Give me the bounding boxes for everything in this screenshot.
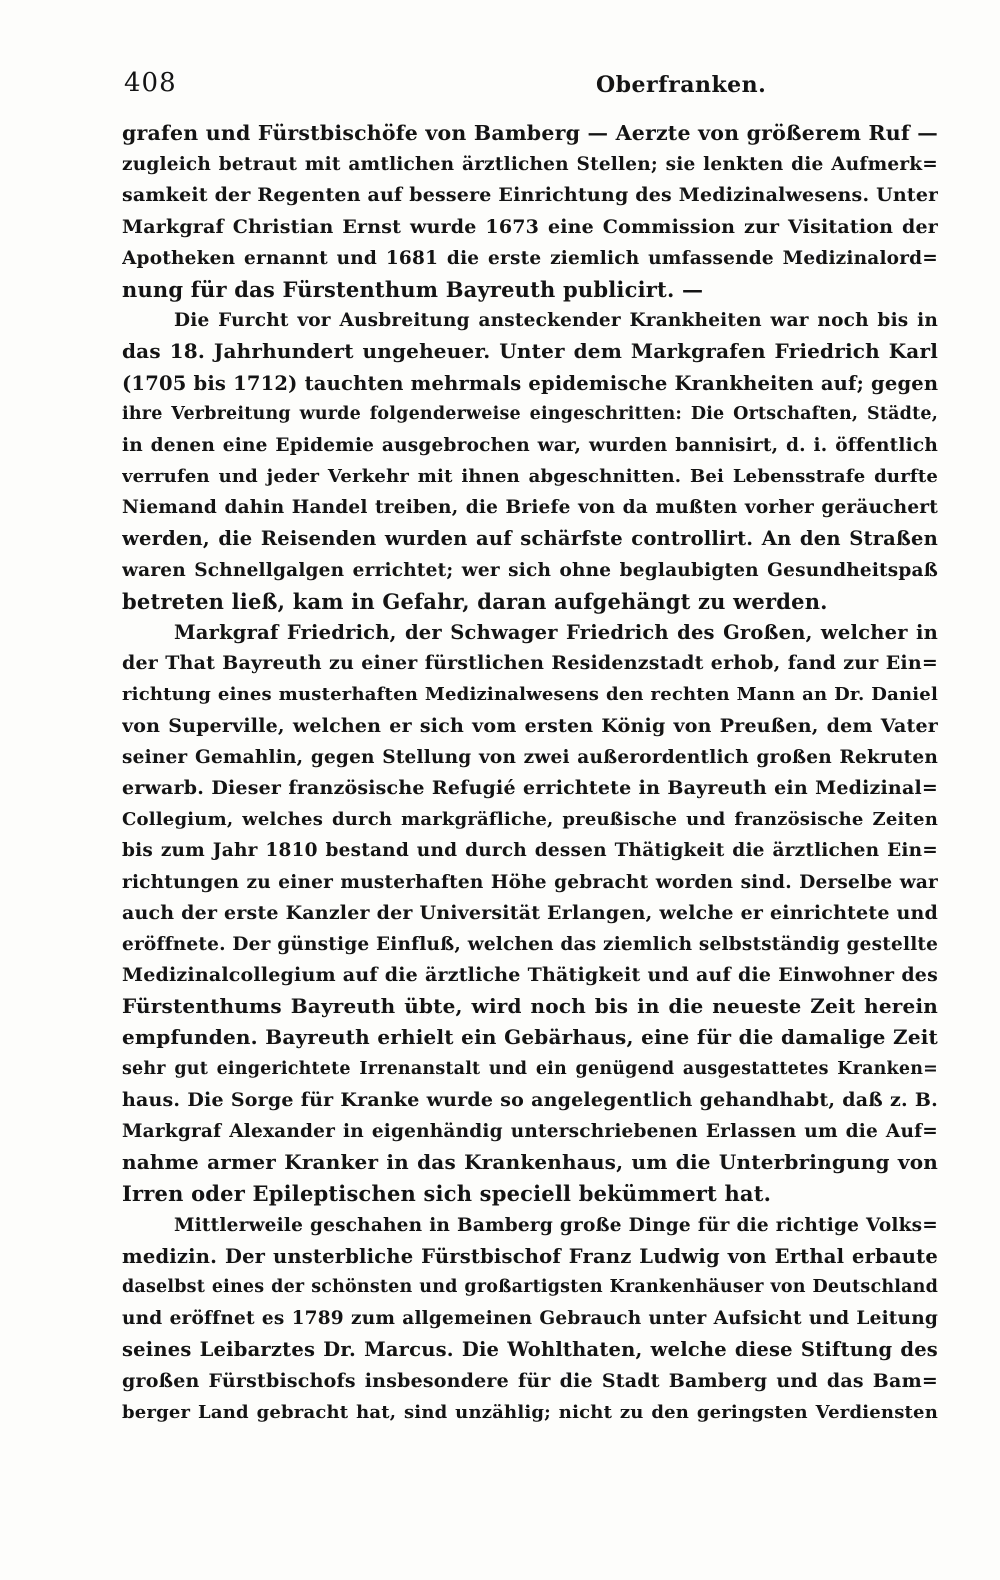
text-line: samkeit der Regenten auf bessere Einrichtung des Medizinalwesens. Unter (122, 184, 938, 207)
text-line: Markgraf Friedrich, der Schwager Friedrich des Großen, welcher in (174, 621, 938, 644)
text-line: zugleich betraut mit amtlichen ärztlichen Stellen; sie lenkten die Aufmerk= (122, 154, 938, 176)
text-line: Mittlerweile geschahen in Bamberg große Dinge für die richtige Volks= (174, 1214, 938, 1236)
text-line: Collegium, welches durch markgräfliche, preußische und französische Zeiten (122, 809, 938, 831)
text-line: medizin. Der unsterbliche Fürstbischof Franz Ludwig von Erthal erbaute (122, 1244, 938, 1268)
text-line: auch der erste Kanzler der Universität Erlangen, welche er einrichtete und (122, 901, 938, 924)
running-head (122, 68, 938, 108)
text-line: nung für das Fürstenthum Bayreuth publicirt. — (122, 276, 704, 302)
text-line: bis zum Jahr 1810 bestand und durch dessen Thätigkeit die ärztlichen Ein= (122, 840, 938, 862)
text-line: Apotheken ernannt und 1681 die erste ziemlich umfassende Medizinalord= (122, 247, 938, 269)
text-line: ihre Verbreitung wurde folgenderweise eingeschritten: Die Ortschaften, Städte, (122, 403, 938, 424)
text-line: Markgraf Alexander in eigenhändig unterschriebenen Erlassen um die Auf= (122, 1121, 938, 1142)
text-line: richtung eines musterhaften Medizinalwesens den rechten Mann an Dr. Daniel (122, 684, 938, 706)
text-line: betreten ließ, kam in Gefahr, daran aufgehängt zu werden. (122, 588, 828, 614)
text-line: berger Land gebracht hat, sind unzählig; nicht zu den geringsten Verdiensten (122, 1401, 938, 1423)
text-line: seiner Gemahlin, gegen Stellung von zwei außerordentlich großen Rekruten (122, 746, 938, 768)
text-line: (1705 bis 1712) tauchten mehrmals epidemische Krankheiten auf; gegen (122, 371, 938, 395)
text-line: Niemand dahin Handel treiben, die Briefe von da mußten vorher geräuchert (122, 497, 938, 519)
text-line: verrufen und jeder Verkehr mit ihnen abgeschnitten. Bei Lebensstrafe durfte (122, 466, 938, 488)
text-line: das 18. Jahrhundert ungeheuer. Unter dem Markgrafen Friedrich Karl (122, 339, 938, 364)
text-line: grafen und Fürstbischöfe von Bamberg — Aerzte von größerem Ruf — (122, 121, 938, 145)
text-line: und eröffnet es 1789 zum allgemeinen Gebrauch unter Aufsicht und Leitung (122, 1308, 938, 1330)
text-line: Markgraf Christian Ernst wurde 1673 eine Commission zur Visitation der (122, 215, 938, 238)
text-line: der That Bayreuth zu einer fürstlichen Residenzstadt erhob, fand zur Ein= (122, 652, 938, 675)
text-line: eröffnete. Der günstige Einfluß, welchen das ziemlich selbstständig gestellte (122, 933, 938, 955)
text-line: richtungen zu einer musterhaften Höhe gebracht worden sind. Derselbe war (122, 871, 938, 893)
text-line: empfunden. Bayreuth erhielt ein Gebärhaus, eine für die damalige Zeit (122, 1025, 938, 1050)
text-line: erwarb. Dieser französische Refugié errichtete in Bayreuth ein Medizinal= (122, 776, 938, 799)
running-title: Oberfranken. (596, 72, 767, 98)
text-line: werden, die Reisenden wurden auf schärfste controllirt. An den Straßen (122, 527, 938, 551)
text-line: daselbst eines der schönsten und großartigsten Krankenhäuser von Deutschland (122, 1276, 938, 1297)
text-line: haus. Die Sorge für Kranke wurde so angelegentlich gehandhabt, daß z. B. (122, 1088, 938, 1111)
text-line: sehr gut eingerichtete Irrenanstalt und ein genügend ausgestattetes Kranken= (122, 1058, 938, 1079)
body-text (122, 118, 938, 1428)
text-line: in denen eine Epidemie ausgebrochen war, wurden bannisirt, d. i. öffentlich (122, 434, 938, 456)
text-line: Irren oder Epileptischen sich speciell bekümmert hat. (122, 1181, 772, 1207)
page-number: 408 (124, 68, 177, 98)
text-line: Fürstenthums Bayreuth übte, wird noch bis in die neueste Zeit herein (122, 994, 938, 1019)
text-line: Medizinalcollegium auf die ärztliche Thätigkeit und auf die Einwohner des (122, 964, 938, 987)
text-line: großen Fürstbischofs insbesondere für die Stadt Bamberg und das Bam= (122, 1369, 938, 1392)
text-line: nahme armer Kranker in das Krankenhaus, um die Unterbringung von (122, 1150, 938, 1175)
text-line: seines Leibarztes Dr. Marcus. Die Wohlthaten, welche diese Stiftung des (122, 1338, 938, 1362)
text-line: von Superville, welchen er sich vom ersten König von Preußen, dem Vater (122, 714, 938, 737)
text-line: waren Schnellgalgen errichtet; wer sich ohne beglaubigten Gesundheitspaß (122, 559, 938, 581)
text-line: Die Furcht vor Ausbreitung ansteckender Krankheiten war noch bis in (174, 310, 938, 332)
